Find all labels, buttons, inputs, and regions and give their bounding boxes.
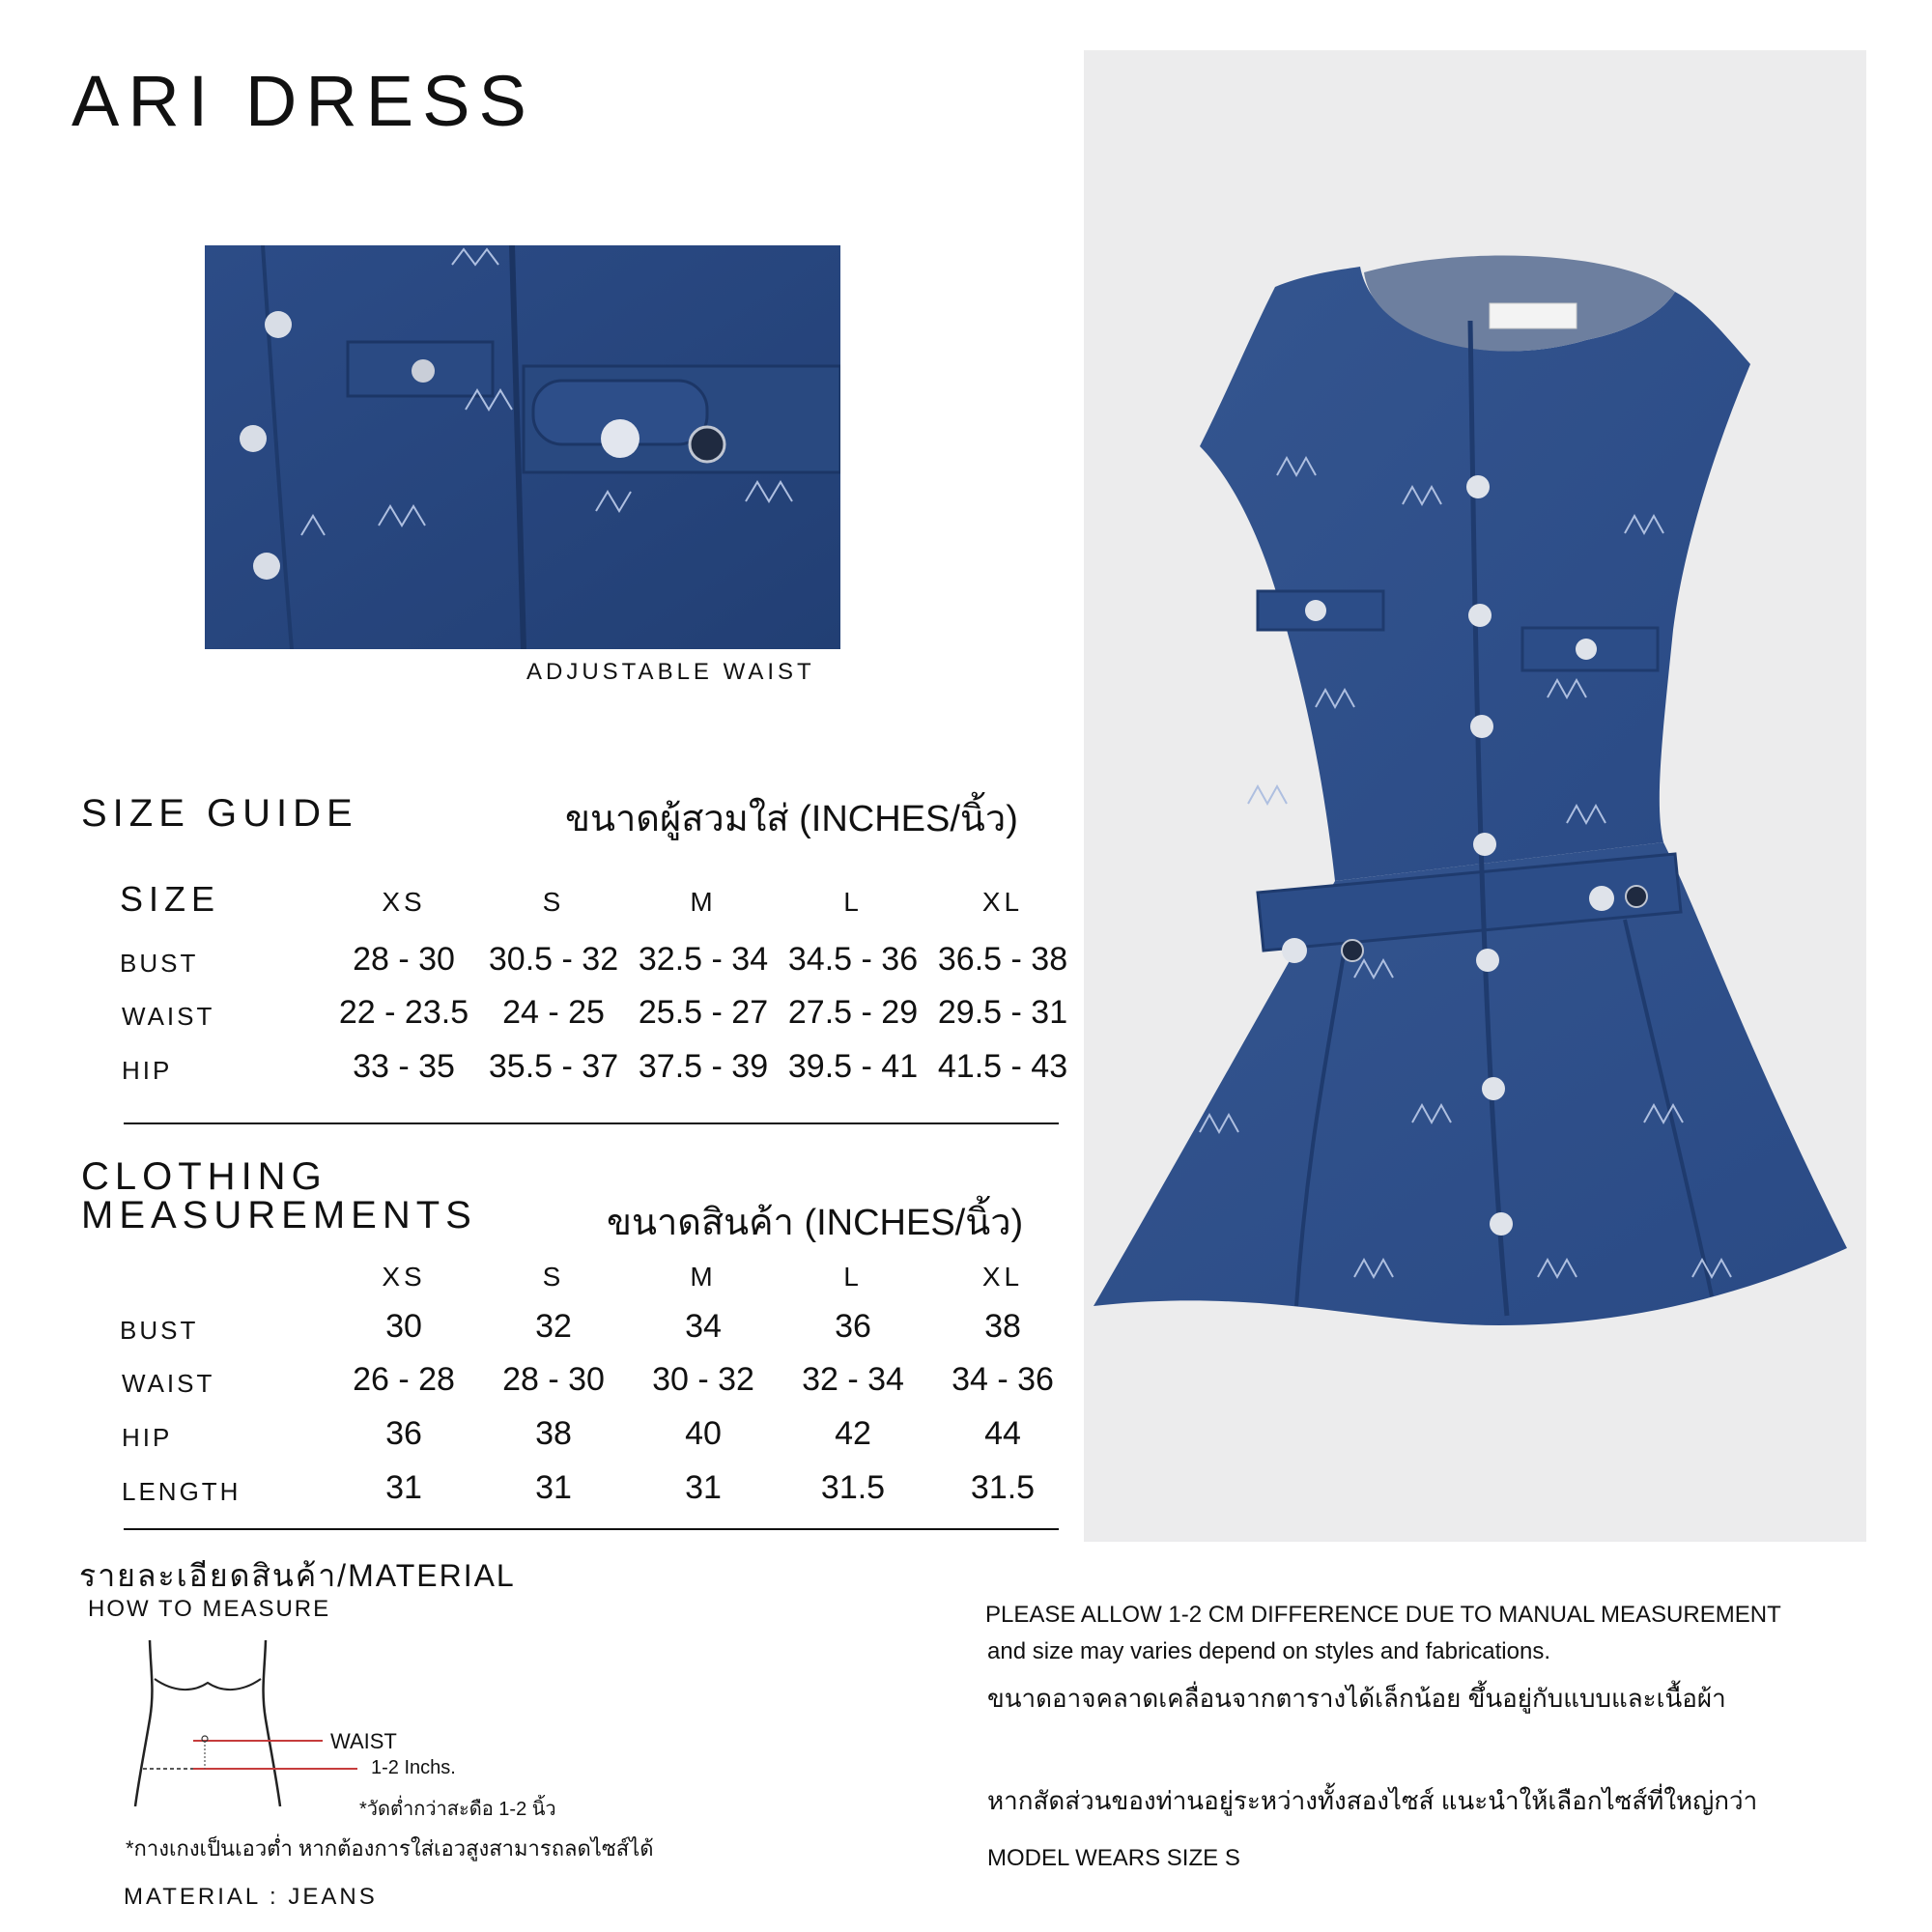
table-cell: 30 xyxy=(385,1308,422,1345)
size-col-xl: XL xyxy=(981,887,1024,917)
table-cell: 28 - 30 xyxy=(502,1361,605,1398)
size-guide-subtitle: ขนาดผู้สวมใส่ (INCHES/นิ้ว) xyxy=(565,799,1018,839)
size-col-s: S xyxy=(542,1262,565,1292)
table-cell: 39.5 - 41 xyxy=(787,1048,919,1085)
table-cell: 32 xyxy=(535,1308,572,1345)
size-col-m: M xyxy=(690,1262,717,1292)
body-diagram xyxy=(116,1633,618,1806)
table-cell: 26 - 28 xyxy=(353,1361,455,1398)
note-thai-size-advice: หากสัดส่วนของท่านอยู่ระหว่างทั้งสองไซส์ แนะนำให้เลือกไซส์ที่ใหญ่กว่า xyxy=(987,1786,1758,1815)
table-cell: 38 xyxy=(984,1308,1021,1345)
detail-caption: ADJUSTABLE WAIST xyxy=(526,659,815,685)
table-cell: 44 xyxy=(984,1415,1021,1452)
clothing-title-line1: CLOTHING xyxy=(81,1155,327,1198)
size-col-l: L xyxy=(843,887,863,917)
page-title: ARI DRESS xyxy=(71,61,535,141)
table-cell: 41.5 - 43 xyxy=(937,1048,1068,1085)
table-cell: 24 - 25 xyxy=(502,994,605,1031)
table-cell: 22 - 23.5 xyxy=(338,994,469,1031)
table-cell: 25.5 - 27 xyxy=(638,994,769,1031)
table-cell: 31.5 xyxy=(970,1469,1036,1506)
detail-photo xyxy=(205,245,840,649)
note-thai-variation: ขนาดอาจคลาดเคลื่อนจากตารางได้เล็กน้อย ขึ้นอยู่กับแบบและเนื้อผ้า xyxy=(987,1684,1726,1713)
table-cell: 40 xyxy=(685,1415,722,1452)
clothing-subtitle: ขนาดสินค้า (INCHES/นิ้ว) xyxy=(607,1203,1024,1243)
how-to-measure-label: HOW TO MEASURE xyxy=(88,1596,331,1622)
note-variation: and size may varies depend on styles and fabrications. xyxy=(987,1638,1550,1664)
table-cell: 29.5 - 31 xyxy=(937,994,1068,1031)
size-col-s: S xyxy=(542,887,565,917)
size-guide-title: SIZE GUIDE xyxy=(81,792,358,835)
size-label: SIZE xyxy=(120,879,221,919)
size-col-xs: XS xyxy=(382,1262,426,1292)
table-cell: 37.5 - 39 xyxy=(638,1048,769,1085)
size-col-l: L xyxy=(843,1262,863,1292)
diagram-waist-label: WAIST xyxy=(330,1729,397,1753)
table-cell: 27.5 - 29 xyxy=(787,994,919,1031)
size-col-xs: XS xyxy=(382,887,426,917)
row-label: BUST xyxy=(120,949,199,978)
table-cell: 30.5 - 32 xyxy=(488,941,619,978)
table-cell: 35.5 - 37 xyxy=(488,1048,619,1085)
table-cell: 33 - 35 xyxy=(353,1048,455,1085)
size-col-xl: XL xyxy=(981,1262,1024,1292)
diagram-offset-label: 1-2 Inchs. xyxy=(371,1757,456,1778)
table-cell: 36.5 - 38 xyxy=(937,941,1068,978)
detail-photo-illustration xyxy=(205,245,840,649)
table-cell: 42 xyxy=(835,1415,871,1452)
table-cell: 30 - 32 xyxy=(652,1361,754,1398)
table-cell: 36 xyxy=(835,1308,871,1345)
table-cell: 31.5 xyxy=(820,1469,886,1506)
table-cell: 28 - 30 xyxy=(353,941,455,978)
product-photo xyxy=(1084,50,1866,1542)
torso-diagram-illustration xyxy=(116,1633,618,1806)
size-col-m: M xyxy=(690,887,717,917)
denim-dress-illustration xyxy=(1084,50,1866,1542)
table-cell: 34 xyxy=(685,1308,722,1345)
note-allowance: PLEASE ALLOW 1-2 CM DIFFERENCE DUE TO MANUAL MEASUREMENT xyxy=(985,1602,1781,1628)
low-waist-note: *กางเกงเป็นเอวต่ำ หากต้องการใส่เอวสูงสามารถลดไซส์ได้ xyxy=(126,1836,654,1861)
material-value: MATERIAL : JEANS xyxy=(124,1884,378,1910)
table-cell: 34.5 - 36 xyxy=(787,941,919,978)
row-label: HIP xyxy=(122,1056,173,1085)
table-cell: 31 xyxy=(385,1469,422,1506)
note-model-size: MODEL WEARS SIZE S xyxy=(987,1845,1240,1871)
table-cell: 32.5 - 34 xyxy=(638,941,769,978)
table-cell: 31 xyxy=(535,1469,572,1506)
row-label: LENGTH xyxy=(122,1477,242,1506)
divider xyxy=(124,1528,1059,1530)
row-label: HIP xyxy=(122,1423,173,1452)
table-cell: 36 xyxy=(385,1415,422,1452)
row-label: BUST xyxy=(120,1316,199,1345)
clothing-title-line2: MEASUREMENTS xyxy=(81,1194,477,1236)
material-heading: รายละเอียดสินค้า/MATERIAL xyxy=(79,1558,516,1593)
diagram-thai-note: *วัดต่ำกว่าสะดือ 1-2 นิ้ว xyxy=(359,1799,556,1820)
divider xyxy=(124,1122,1059,1124)
table-cell: 34 - 36 xyxy=(952,1361,1054,1398)
table-cell: 31 xyxy=(685,1469,722,1506)
table-cell: 38 xyxy=(535,1415,572,1452)
row-label: WAIST xyxy=(122,1002,215,1031)
table-cell: 32 - 34 xyxy=(802,1361,904,1398)
row-label: WAIST xyxy=(122,1369,215,1398)
